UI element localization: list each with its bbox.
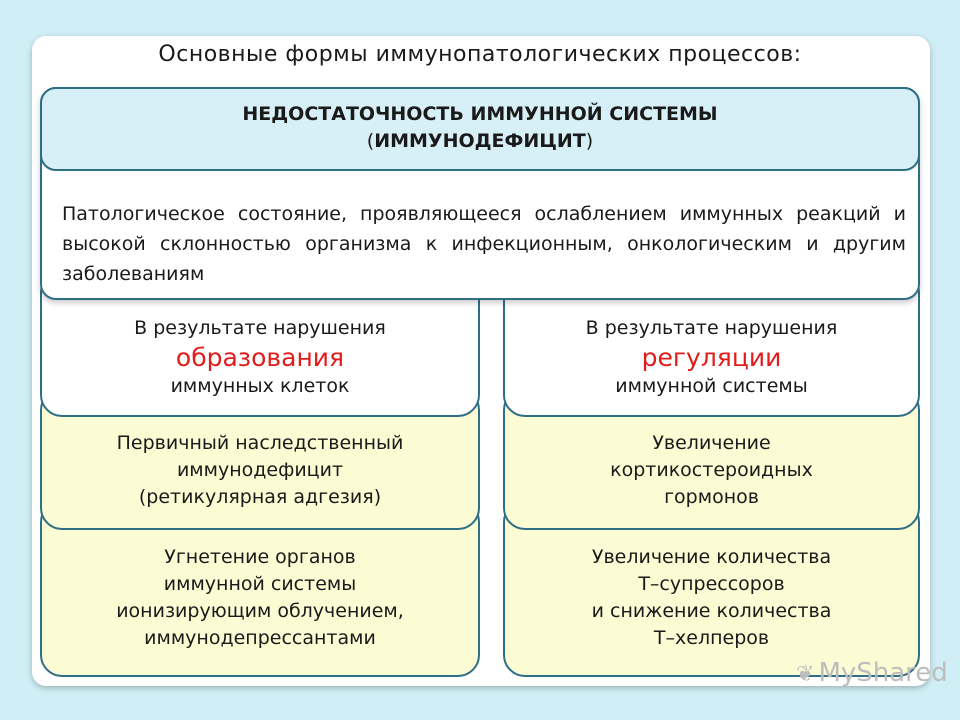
left-example-1-line: Первичный наследственный [116, 431, 404, 454]
definition-header [40, 87, 920, 171]
right-example-1-line: Увеличение [652, 431, 771, 454]
left-example-2-line: Угнетение органов [164, 545, 356, 568]
paren-open: ( [366, 130, 375, 152]
right-example-2-line: Увеличение количества [591, 545, 832, 568]
left-example-2-line: ионизирующим облучением, [116, 599, 404, 622]
paren-close: ) [585, 130, 594, 152]
right-cause-keyword: регуляции [641, 343, 782, 372]
left-example-1-line: иммунодефицит [176, 458, 344, 481]
definition-box [40, 87, 920, 300]
definition-subheading [42, 128, 918, 155]
left-cause-line: В результате нарушения [134, 317, 386, 339]
right-example-2-line: Т–супрессоров [638, 572, 785, 595]
definition-text: Патологическое состояние, проявляющееся ослаблением иммунных реакций и высокой склонностью организма к инфекционным, онкологическим и другим заболеваниям [62, 203, 906, 285]
right-cause-line: В результате нарушения [585, 317, 838, 339]
watermark [796, 658, 948, 688]
left-example-2-line: иммунодепрессантами [144, 626, 376, 649]
right-example-1-line: кортикостероидных [610, 458, 813, 481]
myshared-logo-icon: ❦ [796, 662, 815, 687]
left-cause-keyword: образования [175, 343, 345, 372]
left-cause-line: иммунных клеток [170, 375, 350, 397]
definition-heading: НЕДОСТАТОЧНОСТЬ ИММУННОЙ СИСТЕМЫ [242, 103, 718, 125]
left-example-1-line: (ретикулярная адгезия) [138, 485, 382, 508]
right-cause-line: иммунной системы [615, 375, 808, 397]
right-example-1-line: гормонов [664, 485, 759, 508]
watermark-text: MyShared [818, 658, 948, 688]
page-title: Основные формы иммунопатологических процессов: [158, 42, 802, 67]
definition-subheading-text: ИММУНОДЕФИЦИТ [374, 130, 586, 152]
right-example-2-line: и снижение количества [591, 599, 832, 622]
right-example-2-line: Т–хелперов [653, 626, 770, 649]
left-example-2-line: иммунной системы [163, 572, 357, 595]
